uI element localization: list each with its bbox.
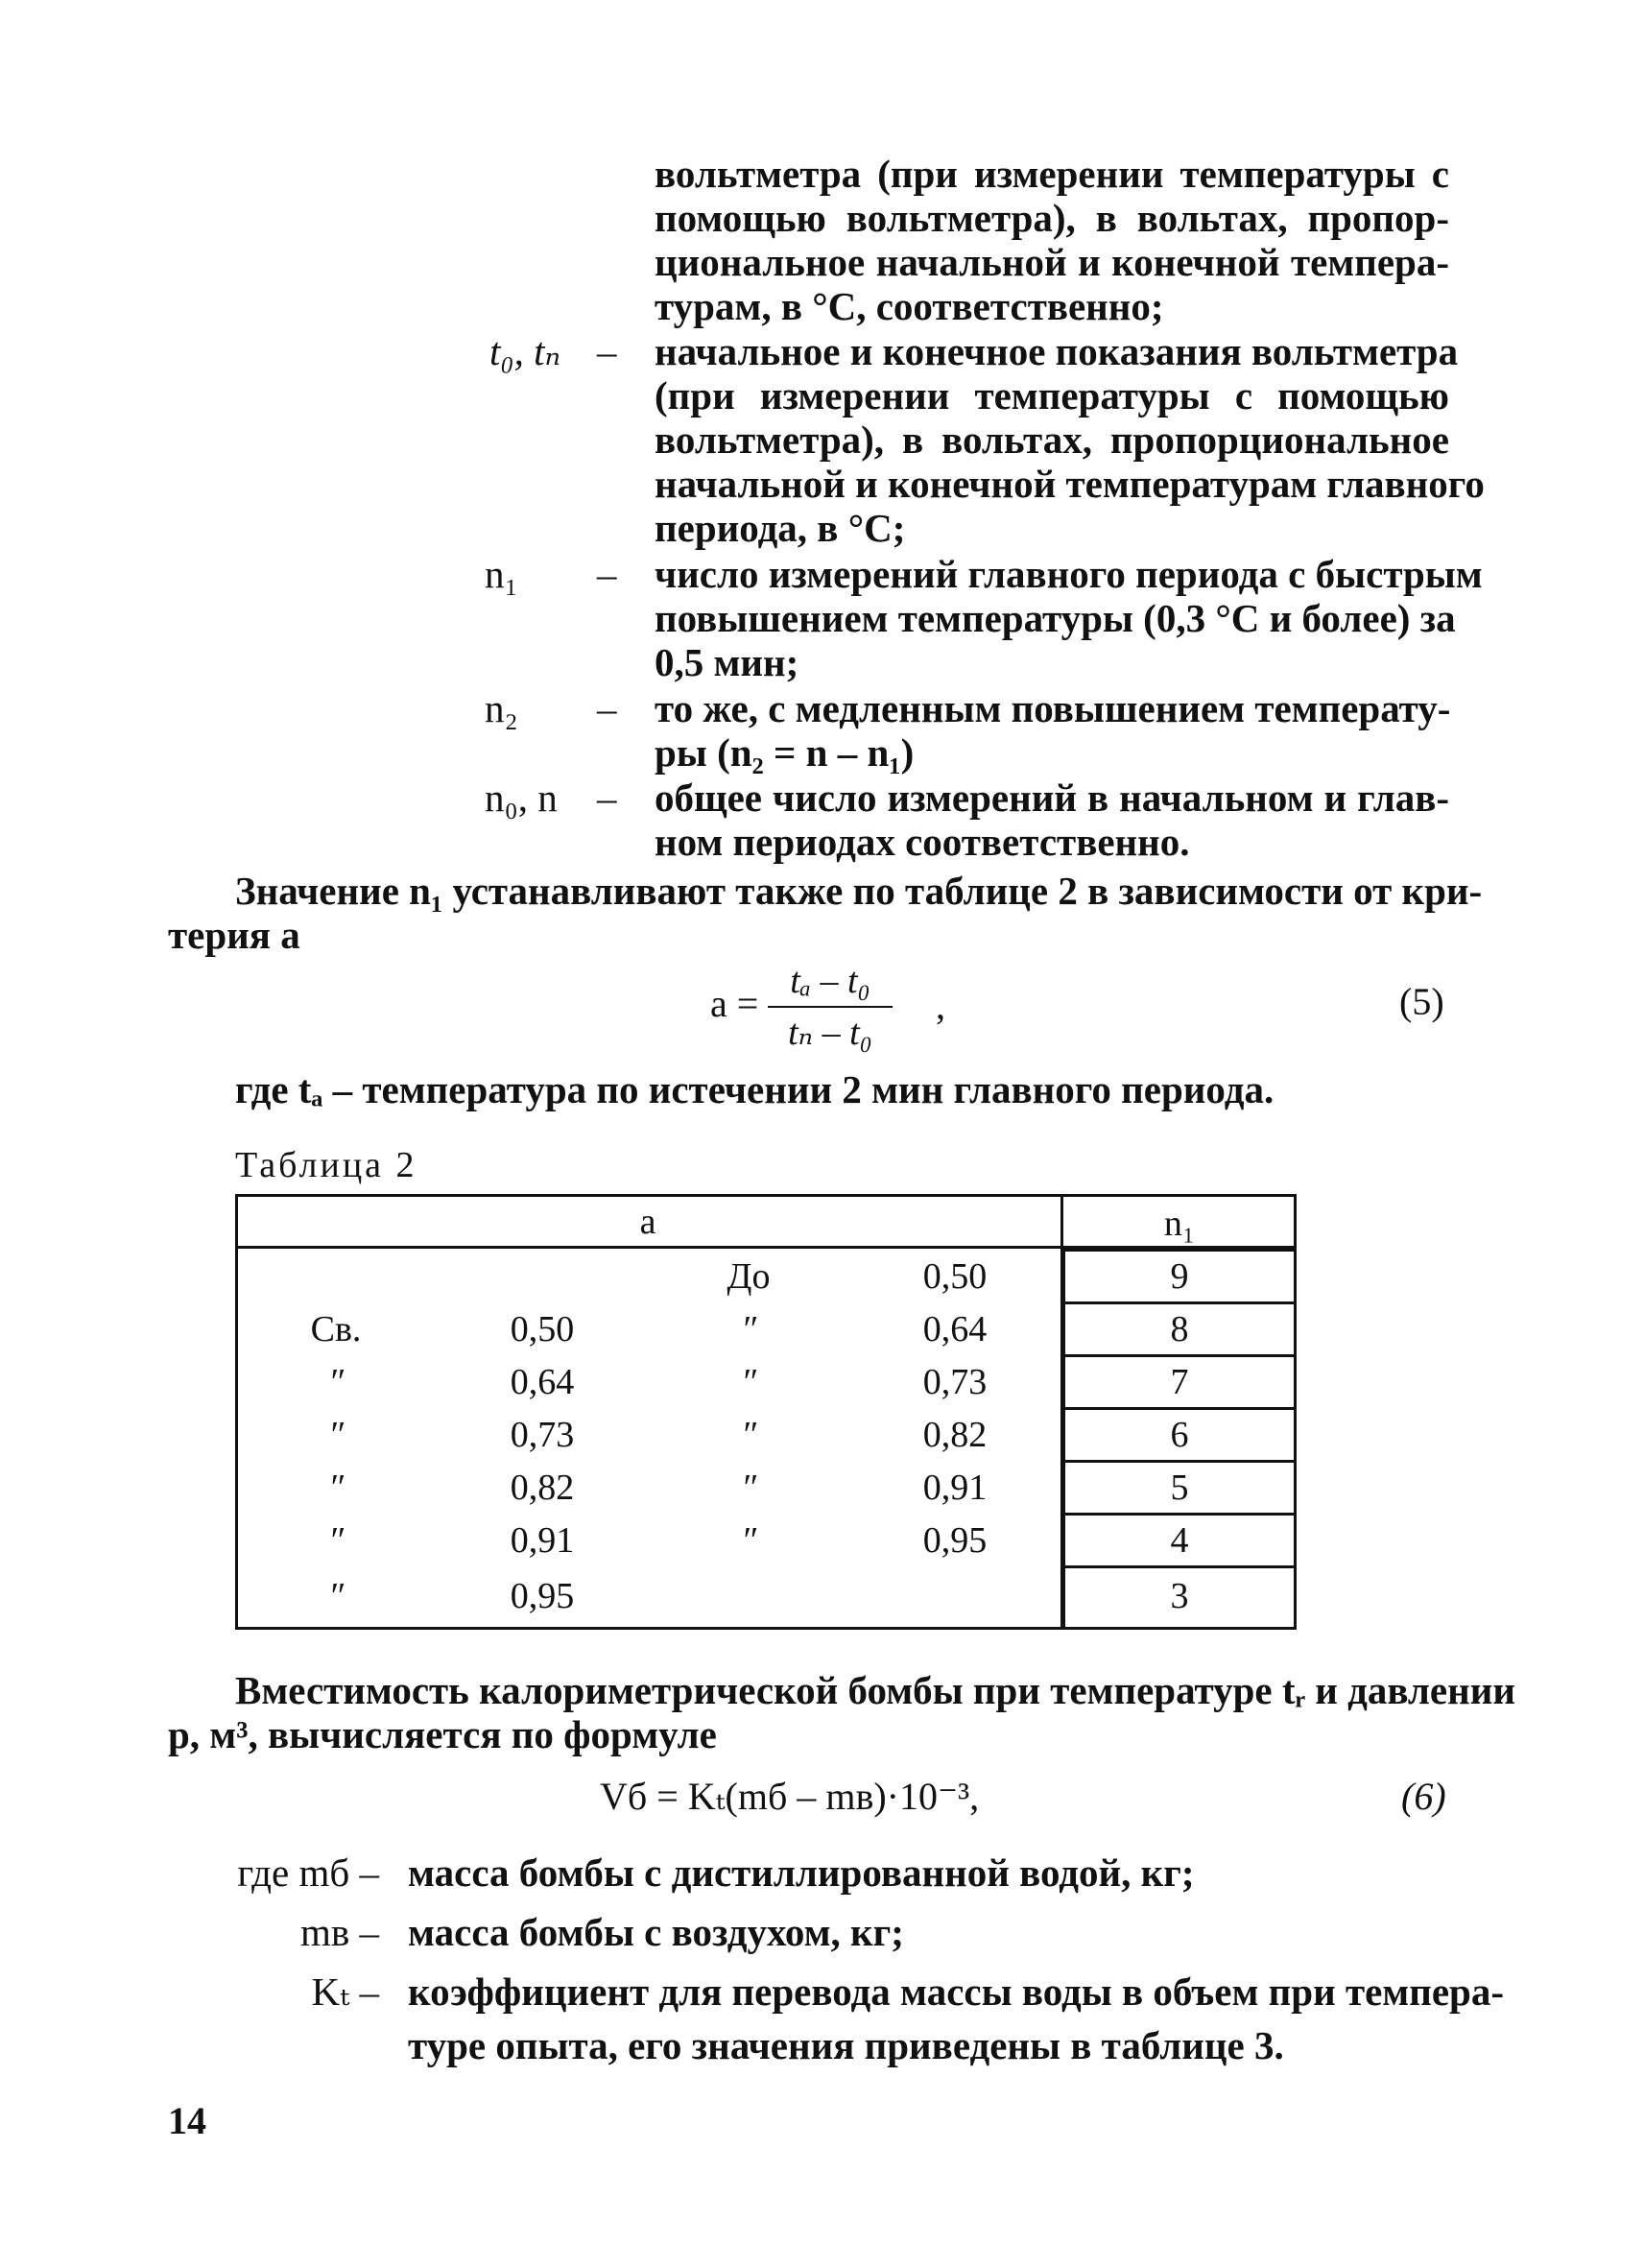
definition-symbol: n₁ (485, 552, 518, 596)
table-cell: 7 (1170, 1362, 1189, 1402)
text-line: (при измерении температуры с помощью (655, 373, 1449, 418)
definition-symbol: n₀, n (485, 776, 558, 820)
formula-lhs: а = (710, 982, 759, 1025)
table-cell: 0,73 (510, 1415, 575, 1455)
formula-number: (6) (1401, 1775, 1446, 1818)
table-cell: ″ (741, 1415, 756, 1455)
formula-comma: , (936, 984, 945, 1027)
table-cell: 4 (1170, 1520, 1189, 1561)
paragraph-line: p, м³, вычисляется по формуле (168, 1712, 717, 1756)
table-cell: ″ (741, 1309, 756, 1349)
text-line: ры (n₂ = n – n₁) (655, 730, 915, 775)
text-line: ном периодах соответственно. (655, 820, 1190, 864)
text-line: число измерений главного периода с быстрым (655, 552, 1483, 596)
table-cell: 0,91 (510, 1520, 575, 1561)
table-cell: 0,73 (922, 1362, 988, 1402)
formula-denominator: tₙ – t₀ (788, 1013, 872, 1053)
table-cell: 8 (1170, 1309, 1189, 1349)
paragraph-line: Значение n₁ устанавливают также по таблице 2 в зависимости от кри- (235, 869, 1483, 913)
definition-symbol: mв – (300, 1910, 379, 1954)
definition-dash: – (597, 329, 617, 373)
table-cell: ″ (741, 1520, 756, 1561)
definition-symbol: где mб – (237, 1850, 379, 1895)
table-cell: ″ (741, 1362, 756, 1402)
table-cell: 6 (1170, 1415, 1189, 1455)
table-cell: ″ (328, 1362, 344, 1402)
text-line: общее число измерений в начальном и глав- (655, 776, 1449, 820)
paragraph-line: Вместимость калориметрической бомбы при температуре tᵣ и давлении (235, 1668, 1516, 1712)
table-cell: 0,82 (510, 1468, 575, 1508)
text-line: то же, с медленным повышением температу- (655, 686, 1451, 730)
table-cell: 0,50 (510, 1309, 575, 1349)
definition-dash: – (597, 686, 617, 730)
table-cell: ″ (328, 1520, 344, 1561)
table-cell: 0,64 (922, 1309, 988, 1349)
table-cell: 0,50 (922, 1256, 988, 1297)
text-line: турам, в °С, соответственно; (655, 284, 1164, 328)
table-cell: Св. (310, 1309, 362, 1349)
text-line: периода, в °С; (655, 506, 906, 550)
table-cell: 0,64 (510, 1362, 575, 1402)
page-number: 14 (168, 2099, 206, 2142)
definition-dash: – (597, 776, 617, 820)
table-cell: 0,82 (922, 1415, 988, 1455)
table-header-a: а (639, 1202, 656, 1242)
text-line: помощью вольтметра), в вольтах, пропор- (655, 196, 1449, 240)
formula-where: где tₐ – температура по истечении 2 мин главного периода. (235, 1067, 1275, 1111)
table-cell: ″ (328, 1468, 344, 1508)
table-cell: 5 (1170, 1468, 1189, 1508)
table-caption: Таблица 2 (235, 1145, 417, 1185)
table-cell: 0,95 (510, 1576, 575, 1616)
text-line: вольтметра (при измерении температуры с (655, 152, 1449, 196)
definition-symbol: t₀, tₙ (489, 329, 561, 373)
table-cell: До (727, 1256, 771, 1297)
table-cell: ″ (328, 1576, 344, 1616)
text-line: коэффициент для перевода массы воды в объем при темпера- (408, 1970, 1505, 2014)
table-header-n1: n₁ (1163, 1204, 1196, 1244)
table-cell: 0,95 (922, 1520, 988, 1561)
table-cell: ″ (741, 1468, 756, 1508)
paragraph-line: терия а (168, 913, 300, 957)
text-line: 0,5 мин; (655, 640, 799, 684)
formula-body: Vб = Kₜ(mб – mв)·10⁻³, (600, 1775, 980, 1818)
text-line: циональное начальной и конечной темпера- (655, 240, 1449, 284)
text-line: масса бомбы с воздухом, кг; (408, 1910, 904, 1954)
formula-number: (5) (1399, 980, 1444, 1023)
table-cell: 0,91 (922, 1468, 988, 1508)
text-line: повышением температуры (0,3 °С и более) за (655, 596, 1456, 640)
fraction-bar (768, 1006, 893, 1008)
text-line: начальной и конечной температурам главного (655, 462, 1485, 506)
table-cell: 3 (1170, 1576, 1189, 1616)
definition-symbol: Kₜ – (311, 1970, 379, 2014)
text-line: масса бомбы с дистиллированной водой, кг; (408, 1850, 1195, 1895)
table-cell: 9 (1170, 1256, 1189, 1297)
text-line: туре опыта, его значения приведены в таблице 3. (408, 2023, 1284, 2067)
formula-numerator: tₐ – t₀ (790, 961, 870, 1001)
definition-symbol: n₂ (485, 686, 518, 730)
text-line: начальное и конечное показания вольтметра (655, 329, 1459, 373)
definition-dash: – (597, 552, 617, 596)
table-cell: ″ (328, 1415, 344, 1455)
text-line: вольтметра), в вольтах, пропорциональное (655, 418, 1449, 462)
